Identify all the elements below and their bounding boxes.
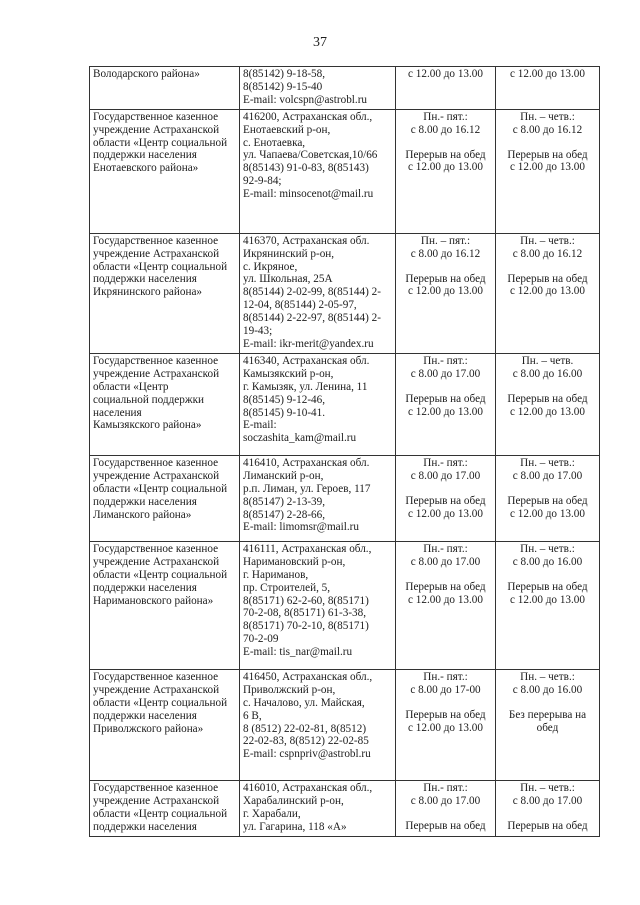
address-cell — [240, 541, 396, 669]
cell-line: 8(85145) 9-10-41. — [243, 406, 326, 419]
cell-line: учреждение Астраханской — [93, 469, 220, 482]
cell-line: с 12.00 до 13.00 — [510, 161, 585, 174]
address-cell — [240, 109, 396, 233]
cell-line: области «Центр социальной — [93, 260, 228, 273]
hours-weekday-cell — [396, 353, 496, 455]
address-cell — [240, 455, 396, 541]
cell-line: 22-02-83, 8(8512) 22-02-85 — [243, 735, 369, 748]
cell-line: поддержки населения — [93, 820, 197, 833]
cell-line: soczashita_kam@mail.ru — [243, 432, 357, 445]
hours-weekday-cell — [396, 780, 496, 836]
cell-line: Наримановского района» — [93, 594, 214, 607]
cell-line: 8(85142) 9-18-58, — [243, 68, 326, 80]
cell-line: Икрянинский р-он, — [243, 247, 335, 260]
cell-line: Перерыв на обед — [507, 272, 588, 285]
cell-line: учреждение Астраханской — [93, 247, 220, 260]
cell-line: Государственное казенное — [93, 542, 219, 555]
cell-line: 8(85144) 2-22-97, 8(85144) 2- — [243, 312, 381, 325]
cell-line: Камызякского района» — [93, 419, 202, 432]
spacer — [499, 569, 596, 581]
cell-line: с 12.00 до 13.00 — [510, 507, 585, 520]
cell-line: с. Икряное, — [243, 260, 298, 273]
cell-line: 12-04, 8(85144) 2-05-97, — [243, 299, 357, 312]
cell-line: с 12.00 до 13.00 — [408, 721, 483, 734]
cell-line: Харабалинский р-он, — [243, 794, 344, 807]
hours-shortday-cell — [496, 780, 600, 836]
hours-weekday-cell — [396, 455, 496, 541]
cell-line: Наримановский р-он, — [243, 555, 346, 568]
cell-line: Перерыв на обед — [507, 392, 588, 405]
cell-line: Пн. – четв.: — [520, 110, 575, 123]
cell-line: 70-2-09 — [243, 633, 279, 646]
cell-line: Государственное казенное — [93, 234, 219, 247]
cell-line: Пн.- пят.: — [423, 456, 468, 469]
cell-line: области «Центр социальной — [93, 568, 228, 581]
name-cell — [90, 541, 240, 669]
table-row — [90, 233, 600, 353]
cell-line: с 8.00 до 17.00 — [512, 794, 583, 807]
cell-line: с 12.00 до 13.00 — [408, 161, 483, 174]
cell-line: области «Центр социальной — [93, 482, 228, 495]
cell-line: г. Харабали, — [243, 807, 301, 820]
cell-line: 8(85147) 2-13-39, — [243, 495, 326, 508]
cell-line: учреждение Астраханской — [93, 555, 220, 568]
address-cell — [240, 353, 396, 455]
cell-line: 416010, Астраханская обл., — [243, 781, 373, 794]
cell-line: Государственное казенное — [93, 781, 219, 794]
name-cell — [90, 67, 240, 110]
cell-line: с 12.00 до 13.00 — [408, 507, 483, 520]
cell-line: 416200, Астраханская обл., — [243, 110, 373, 123]
cell-line: населения — [93, 406, 142, 419]
cell-line: с 8.00 до 17.00 — [410, 469, 481, 482]
hours-shortday-cell — [496, 233, 600, 353]
cell-line: с 8.00 до 16.12 — [410, 123, 481, 136]
cell-line: с 8.00 до 16.12 — [410, 247, 481, 260]
cell-line: с 8.00 до 17.00 — [410, 367, 481, 380]
cell-line: с 8.00 до 17.00 — [410, 794, 481, 807]
table-row — [90, 67, 600, 110]
table-row — [90, 780, 600, 836]
cell-line: Пн.- пят.: — [423, 542, 468, 555]
spacer — [399, 381, 492, 393]
cell-line: 416450, Астраханская обл., — [243, 670, 373, 683]
spacer — [399, 483, 492, 495]
cell-line: учреждение Астраханской — [93, 367, 220, 380]
cell-line: 70-2-08, 8(85171) 61-3-38, — [243, 607, 367, 620]
cell-line: Государственное казенное — [93, 110, 219, 123]
spacer — [399, 569, 492, 581]
hours-shortday-cell — [496, 541, 600, 669]
cell-line: учреждение Астраханской — [93, 683, 220, 696]
spacer — [499, 483, 596, 495]
name-cell — [90, 455, 240, 541]
cell-line: Пн. – пят.: — [420, 234, 471, 247]
spacer — [499, 808, 596, 820]
cell-line: Пн. – четв.: — [520, 234, 575, 247]
cell-line: Перерыв на обед — [405, 494, 486, 507]
cell-line[interactable]: E-mail: cspnpriv@astrobl.ru — [243, 748, 371, 761]
cell-line: поддержки населения — [93, 581, 197, 594]
cell-line: с 8.00 до 17-00 — [410, 683, 481, 696]
cell-line: области «Центр социальной — [93, 136, 228, 149]
hours-weekday-cell — [396, 233, 496, 353]
cell-line: Пн. – четв.: — [520, 542, 575, 555]
cell-line: с 8.00 до 16.00 — [512, 555, 583, 568]
cell-line: г. Нариманов, — [243, 568, 309, 581]
cell-line: Перерыв на обед — [507, 580, 588, 593]
hours-weekday-cell — [396, 669, 496, 780]
cell-line: Перерыв на обед — [507, 148, 588, 161]
cell-line: Пн.- пят.: — [423, 354, 468, 367]
spacer — [499, 697, 596, 709]
cell-line: пр. Строителей, 5, — [243, 581, 331, 594]
cell-line: г. Камызяк, ул. Ленина, 11 — [243, 380, 368, 393]
name-cell — [90, 669, 240, 780]
cell-line: с. Началово, ул. Майская, — [243, 696, 365, 709]
cell-line[interactable]: E-mail: tis_nar@mail.ru — [243, 646, 353, 659]
table-row — [90, 669, 600, 780]
cell-line: Перерыв на обед — [405, 392, 486, 405]
spacer — [399, 137, 492, 149]
address-cell — [240, 669, 396, 780]
cell-line: обед — [536, 721, 559, 734]
cell-line[interactable]: E-mail: volcspn@astrobl.ru — [243, 93, 368, 106]
table-row — [90, 353, 600, 455]
cell-line[interactable]: E-mail: minsocenot@mail.ru — [243, 188, 374, 201]
spacer — [399, 697, 492, 709]
table-body — [90, 67, 600, 837]
spacer — [399, 808, 492, 820]
cell-line: Лиманского района» — [93, 508, 192, 521]
cell-line: Приволжский р-он, — [243, 683, 336, 696]
hours-shortday-cell — [496, 67, 600, 110]
cell-line: Перерыв на обед — [405, 708, 486, 721]
page-number: 37 — [313, 35, 327, 50]
cell-line: Перерыв на обед — [405, 580, 486, 593]
cell-line: с 8.00 до 16.12 — [512, 247, 583, 260]
cell-line: Перерыв на обед — [405, 819, 486, 832]
cell-line: р.п. Лиман, ул. Героев, 117 — [243, 482, 371, 495]
spacer — [399, 261, 492, 273]
cell-line: Енотаевского района» — [93, 162, 199, 175]
cell-line[interactable]: E-mail: limomsr@mail.ru — [243, 521, 359, 534]
cell-line: области «Центр социальной — [93, 696, 228, 709]
cell-line: 92-9-84; — [243, 175, 282, 188]
spacer — [499, 381, 596, 393]
cell-line: с. Енотаевка, — [243, 136, 306, 149]
table-row — [90, 455, 600, 541]
cell-line: Без перерыва на — [508, 708, 587, 721]
cell-line: Володарского района» — [93, 68, 200, 80]
cell-line: с 12.00 до 13.00 — [510, 285, 585, 298]
hours-shortday-cell — [496, 455, 600, 541]
cell-line: 8(85143) 91-0-83, 8(85143) — [243, 162, 369, 175]
cell-line: Пн. – четв.: — [520, 670, 575, 683]
cell-line: 8(85144) 2-02-99, 8(85144) 2- — [243, 286, 381, 299]
cell-line: 8(85147) 2-28-66, — [243, 508, 326, 521]
address-cell — [240, 233, 396, 353]
cell-line: Пн.- пят.: — [423, 670, 468, 683]
cell-line: Пн. – четв. — [521, 354, 574, 367]
cell-line: 8(85171) 62-2-60, 8(85171) — [243, 594, 369, 607]
hours-shortday-cell — [496, 109, 600, 233]
cell-line: с 8.00 до 17.00 — [410, 555, 481, 568]
cell-line: 19-43; — [243, 325, 273, 338]
cell-line: поддержки населения — [93, 273, 197, 286]
cell-line: Пн. – четв.: — [520, 781, 575, 794]
cell-line: Пн.- пят.: — [423, 781, 468, 794]
cell-line: с 8.00 до 16.12 — [512, 123, 583, 136]
name-cell — [90, 233, 240, 353]
cell-line[interactable]: E-mail: — [243, 419, 277, 432]
cell-line: Енотаевский р-он, — [243, 123, 331, 136]
name-cell — [90, 780, 240, 836]
table-row — [90, 109, 600, 233]
cell-line: с 12.00 до 13.00 — [510, 68, 585, 80]
cell-line: Государственное казенное — [93, 456, 219, 469]
cell-line[interactable]: E-mail: ikr-merit@yandex.ru — [243, 337, 374, 350]
cell-line: с 12.00 до 13.00 — [408, 285, 483, 298]
institutions-table — [89, 66, 600, 837]
cell-line: поддержки населения — [93, 149, 197, 162]
hours-shortday-cell — [496, 353, 600, 455]
hours-weekday-cell — [396, 109, 496, 233]
cell-line: ул. Гагарина, 118 «А» — [243, 820, 347, 833]
name-cell — [90, 353, 240, 455]
cell-line: с 12.00 до 13.00 — [510, 405, 585, 418]
cell-line: с 12.00 до 13.00 — [408, 593, 483, 606]
cell-line: с 12.00 до 13.00 — [408, 68, 483, 80]
cell-line: социальной поддержки — [93, 393, 205, 406]
cell-line: Государственное казенное — [93, 354, 219, 367]
cell-line: Приволжского района» — [93, 722, 204, 735]
cell-line: 416111, Астраханская обл., — [243, 542, 372, 555]
cell-line: с 12.00 до 13.00 — [510, 593, 585, 606]
cell-line: ул. Школьная, 25А — [243, 273, 333, 286]
cell-line: Лиманский р-он, — [243, 469, 324, 482]
cell-line: с 12.00 до 13.00 — [408, 405, 483, 418]
hours-weekday-cell — [396, 541, 496, 669]
cell-line: Государственное казенное — [93, 670, 219, 683]
address-cell — [240, 780, 396, 836]
cell-line: области «Центр — [93, 380, 169, 393]
cell-line: области «Центр социальной — [93, 807, 228, 820]
cell-line: 416370, Астраханская обл. — [243, 234, 370, 247]
cell-line: учреждение Астраханской — [93, 123, 220, 136]
cell-line: Пн.- пят.: — [423, 110, 468, 123]
cell-line: учреждение Астраханской — [93, 794, 220, 807]
cell-line: 8(85171) 70-2-10, 8(85171) — [243, 620, 369, 633]
cell-line: 8 (8512) 22-02-81, 8(8512) — [243, 722, 367, 735]
cell-line: Перерыв на обед — [405, 148, 486, 161]
cell-line: Перерыв на обед — [405, 272, 486, 285]
spacer — [499, 261, 596, 273]
cell-line: Перерыв на обед — [507, 819, 588, 832]
cell-line: поддержки населения — [93, 495, 197, 508]
cell-line: Перерыв на обед — [507, 494, 588, 507]
spacer — [499, 137, 596, 149]
cell-line: Камызякский р-он, — [243, 367, 334, 380]
hours-shortday-cell — [496, 669, 600, 780]
cell-line: Икрянинского района» — [93, 286, 203, 299]
cell-line: ул. Чапаева/Советская,10/66 — [243, 149, 378, 162]
cell-line: 8(85142) 9-15-40 — [243, 80, 323, 93]
cell-line: 6 В, — [243, 709, 262, 722]
cell-line: 416410, Астраханская обл. — [243, 456, 370, 469]
cell-line: 8(85145) 9-12-46, — [243, 393, 326, 406]
cell-line: с 8.00 до 16.00 — [512, 683, 583, 696]
cell-line: с 8.00 до 16.00 — [512, 367, 583, 380]
cell-line: 416340, Астраханская обл. — [243, 354, 370, 367]
table-row — [90, 541, 600, 669]
hours-weekday-cell — [396, 67, 496, 110]
cell-line: поддержки населения — [93, 709, 197, 722]
cell-line: Пн. – четв.: — [520, 456, 575, 469]
cell-line: с 8.00 до 17.00 — [512, 469, 583, 482]
name-cell — [90, 109, 240, 233]
address-cell — [240, 67, 396, 110]
